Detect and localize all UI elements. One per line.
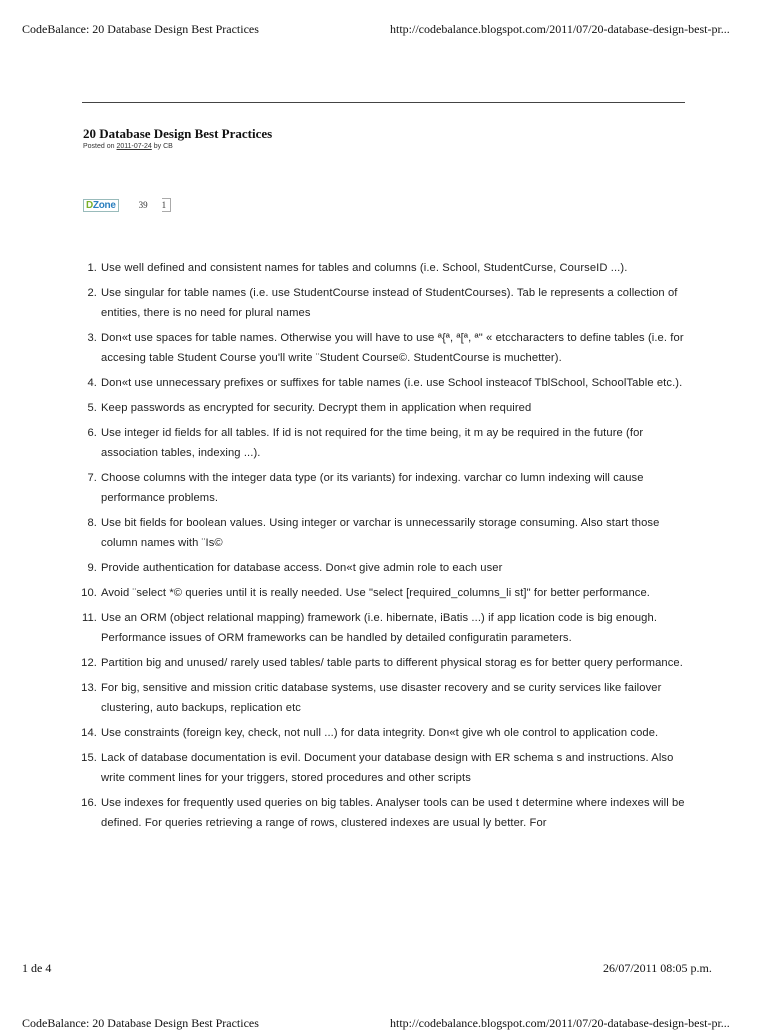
list-item-number: 9. [87, 562, 97, 574]
posted-on-label: Posted on [83, 143, 115, 150]
print-datetime: 26/07/2011 08:05 p.m. [603, 961, 712, 975]
list-item-number: 16. [81, 797, 97, 809]
list-item-number: 7. [87, 472, 97, 484]
header-divider [82, 102, 685, 103]
list-item-text: Use well defined and consistent names for tables and columns (i.e. School, StudentCurse, CourseID ...). [101, 262, 628, 274]
list-item [72, 793, 692, 833]
list-item [72, 513, 692, 553]
list-item [72, 723, 692, 743]
list-item [72, 423, 692, 463]
dzone-logo-zone: Zone [92, 199, 116, 211]
page-header-url[interactable]: http://codebalance.blogspot.com/2011/07/20-database-design-best-pr... [390, 22, 730, 36]
list-item-text: Don«t use spaces for table names. Otherwise you will have to use ª{ª, ª[ª, ª" « etccharacters to define tables (i.e. for accesing table Student Course you'll write ¨Student Course©. StudentCourse is muchetter). [101, 332, 684, 364]
list-item [72, 653, 692, 673]
list-item-text: For big, sensitive and mission critic database systems, use disaster recovery and se curity services like failover clustering, auto backups, replication etc [101, 682, 662, 714]
list-item [72, 558, 692, 578]
list-item-number: 4. [87, 377, 97, 389]
dzone-logo-button[interactable] [83, 199, 119, 212]
list-item-number: 14. [81, 727, 97, 739]
list-item-text: Use singular for table names (i.e. use StudentCourse instead of StudentCourses). Tab le represents a collection of entities, there is no need for plural names [101, 287, 678, 319]
list-item-text: Use indexes for frequently used queries on big tables. Analyser tools can be used t determine where indexes will be defined. For queries retrieving a range of rows, clustered indexes are usual ly better. For [101, 797, 685, 829]
share-bar [83, 198, 171, 212]
list-item-text: Use integer id fields for all tables. If id is not required for the time being, it m ay be required in the future (for association tables, indexing ...). [101, 427, 644, 459]
page-number: 1 de 4 [22, 961, 52, 975]
list-item-number: 2. [87, 287, 97, 299]
list-item-text: Use bit fields for boolean values. Using integer or varchar is unnecessarily storage consuming. Also start those column names with ¨Is© [101, 517, 660, 549]
list-item-text: Lack of database documentation is evil. Document your database design with ER schema s and instructions. Also write comment lines for your triggers, stored procedures and other scripts [101, 752, 674, 784]
list-item [72, 328, 692, 368]
list-item [72, 398, 692, 418]
list-item [72, 468, 692, 508]
list-item [72, 258, 692, 278]
list-item [72, 583, 692, 603]
list-item-number: 3. [87, 332, 97, 344]
list-item-text: Choose columns with the integer data type (or its variants) for indexing. varchar co lumn indexing will cause performance problems. [101, 472, 644, 504]
list-item-text: Don«t use unnecessary prefixes or suffixes for table names (i.e. use School insteacof TblSchool, SchoolTable etc.). [101, 377, 683, 389]
list-item [72, 608, 692, 648]
list-item [72, 678, 692, 718]
next-page-header-title: CodeBalance: 20 Database Design Best Practices [22, 1016, 259, 1030]
by-label: by [153, 143, 162, 150]
post-meta [83, 143, 173, 150]
list-item [72, 373, 692, 393]
list-item-number: 12. [81, 657, 97, 669]
list-item-text: Partition big and unused/ rarely used tables/ table parts to different physical storag es for better query performance. [101, 657, 683, 669]
post-date-link[interactable]: 2011-07-24 [116, 143, 152, 150]
list-item-text: Keep passwords as encrypted for security. Decrypt them in application when required [101, 402, 532, 414]
page-header-title: CodeBalance: 20 Database Design Best Practices [22, 22, 259, 36]
next-page-header-url[interactable]: http://codebalance.blogspot.com/2011/07/20-database-design-best-pr... [390, 1016, 730, 1030]
list-item-number: 5. [87, 402, 97, 414]
list-item-number: 1. [87, 262, 97, 274]
list-item-number: 8. [87, 517, 97, 529]
list-item-text: Use constraints (foreign key, check, not null ...) for data integrity. Don«t give wh ole control to application code. [101, 727, 659, 739]
list-item-text: Use an ORM (object relational mapping) framework (i.e. hibernate, iBatis ...) if app lication code is big enough. Performance issues of ORM frameworks can be handled by detailed configuratin parameters. [101, 612, 658, 644]
dzone-vote-count: 39 [138, 200, 148, 210]
best-practices-list [72, 258, 692, 838]
list-item-text: Provide authentication for database access. Don«t give admin role to each user [101, 562, 503, 574]
list-item-number: 6. [87, 427, 97, 439]
list-item [72, 283, 692, 323]
post-title: 20 Database Design Best Practices [83, 126, 273, 141]
list-item-number: 13. [81, 682, 97, 694]
dzone-logo-d: D [86, 199, 93, 211]
list-item [72, 748, 692, 788]
list-item-number: 10. [81, 587, 97, 599]
list-item-number: 15. [81, 752, 97, 764]
share-count-box[interactable]: 1 [162, 198, 172, 212]
list-item-text: Avoid ¨select *© queries until it is really needed. Use "select [required_columns_li st]" for better performance. [101, 587, 650, 599]
list-item-number: 11. [81, 612, 97, 624]
post-author: CB [163, 143, 173, 150]
